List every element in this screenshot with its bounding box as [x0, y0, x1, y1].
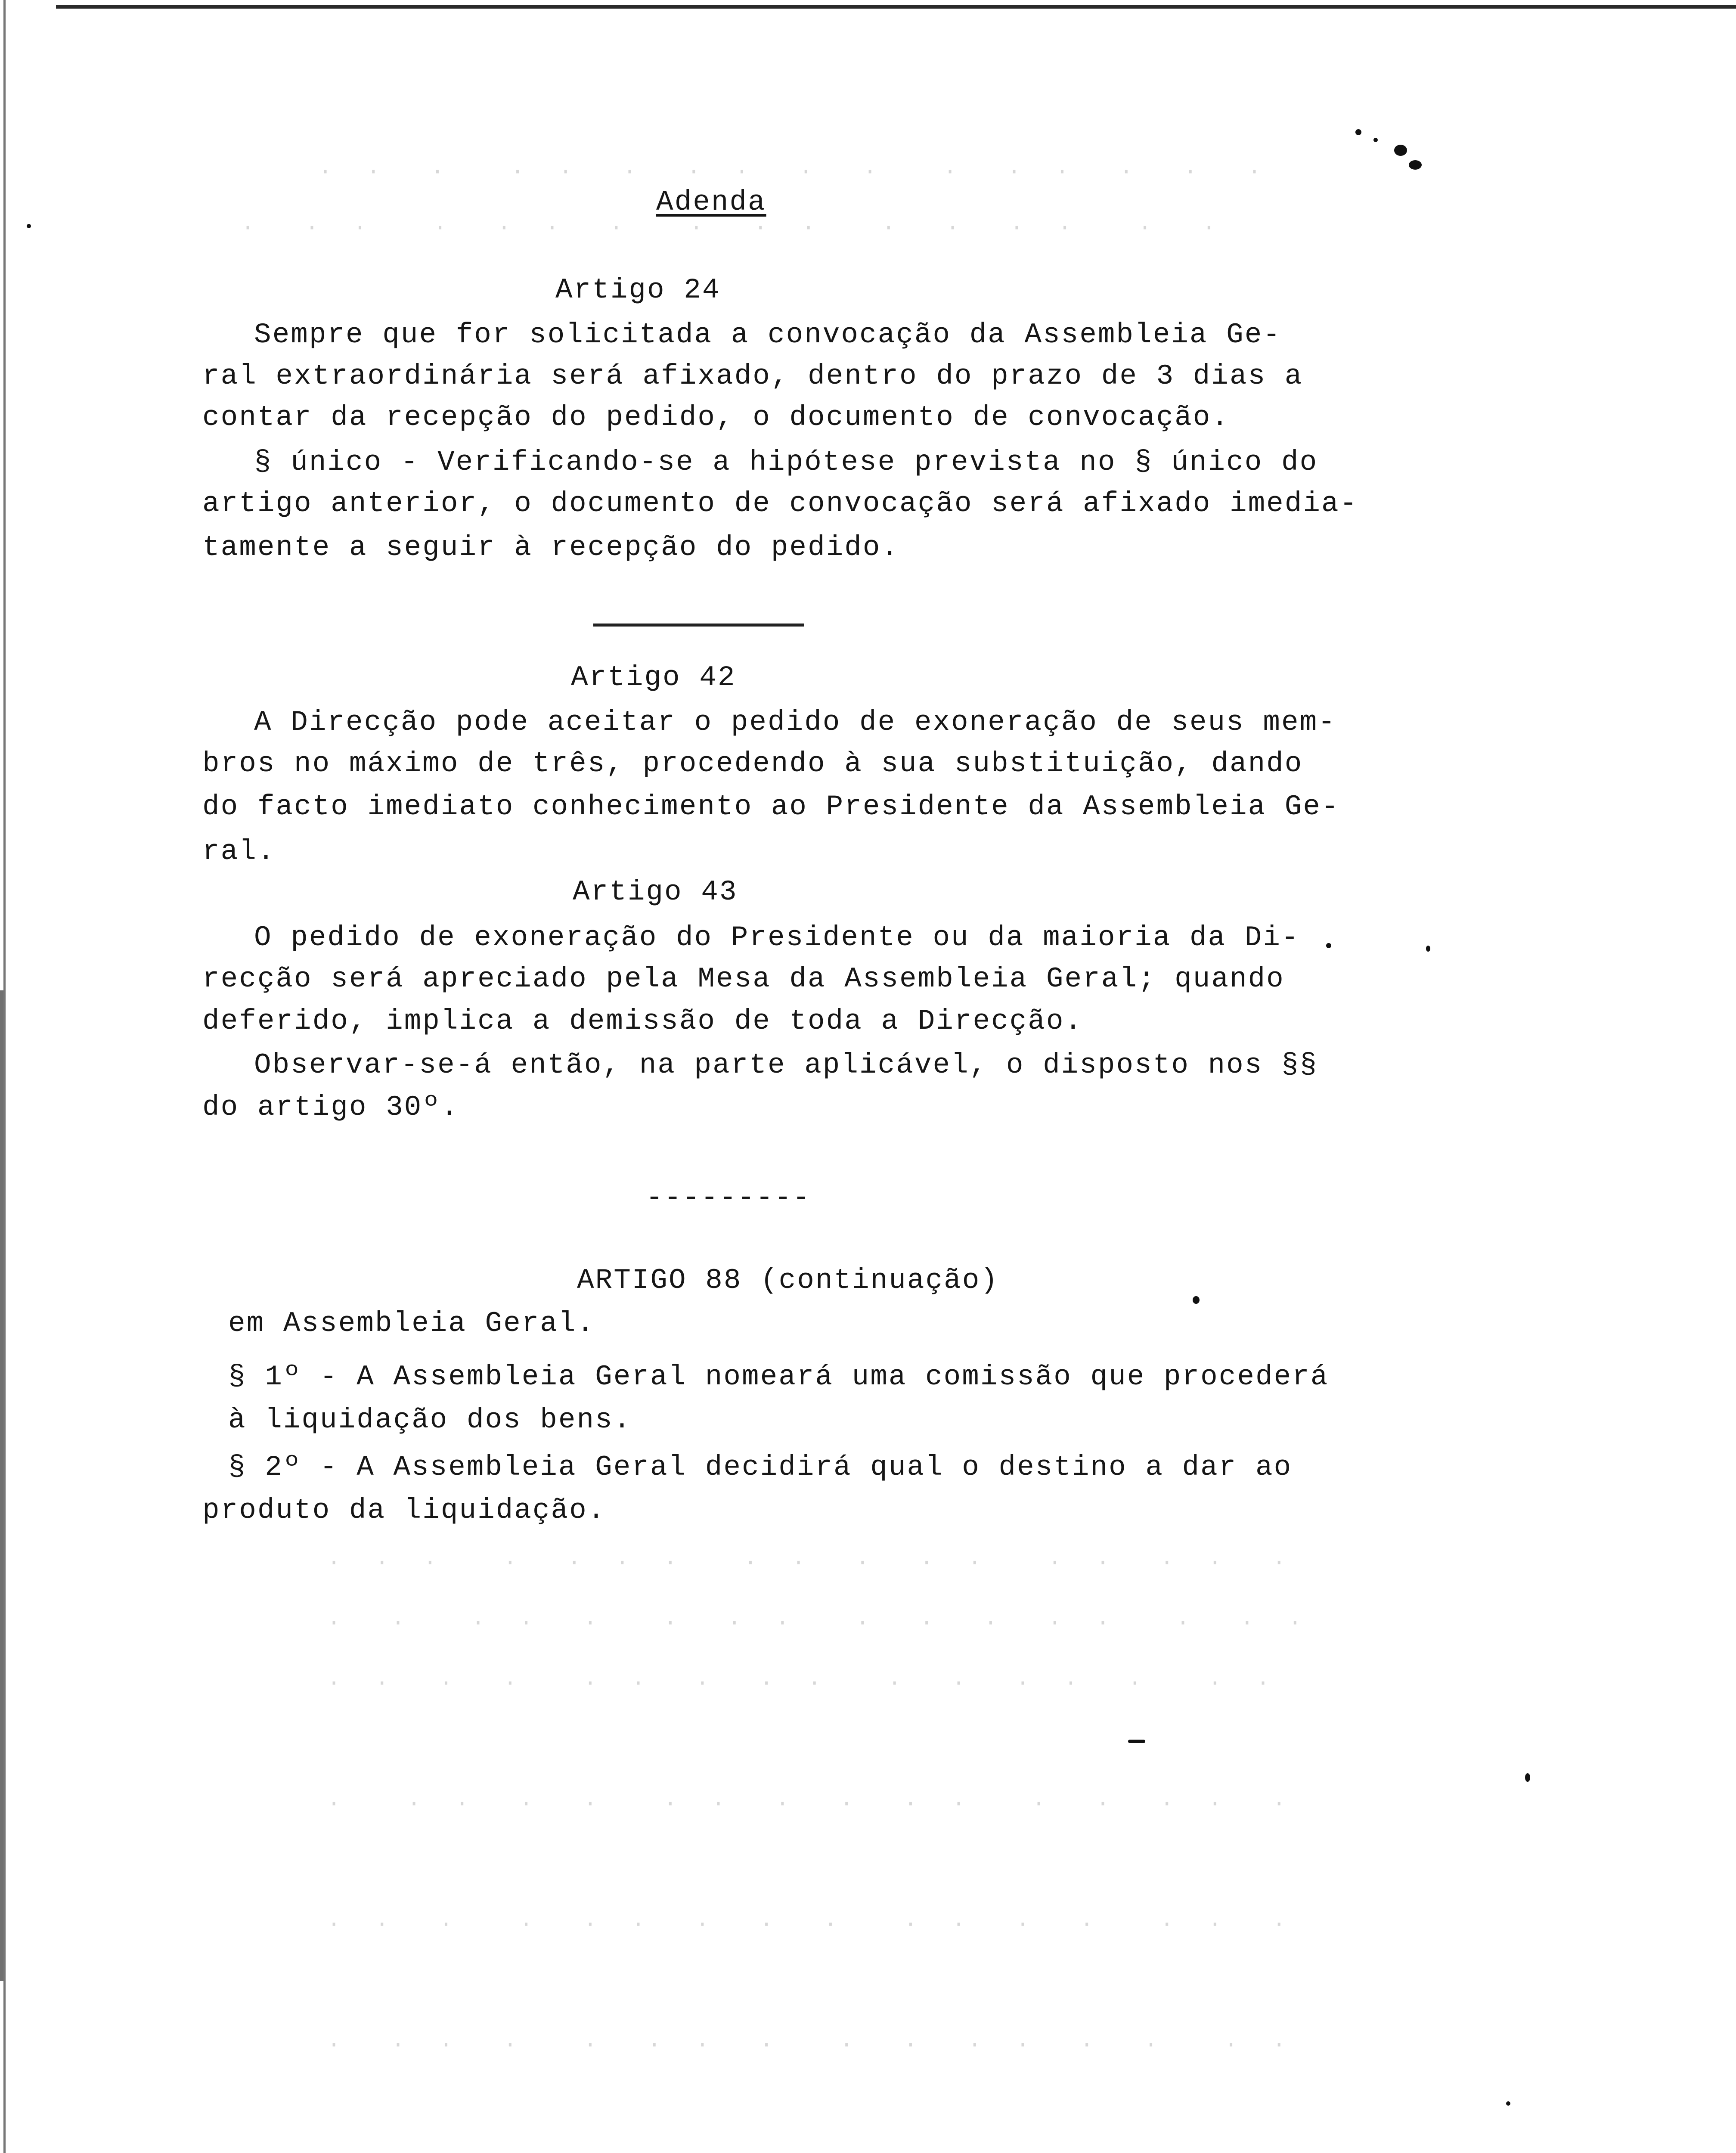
bleed-through-text: · · · · · · · · · · · · · · · · — [241, 215, 1218, 241]
scan-speck — [1373, 138, 1378, 142]
paragraph-line: tamente a seguir à recepção do pedido. — [202, 531, 900, 564]
paragraph-line: contar da recepção do pedido, o documento de convocação. — [202, 401, 1230, 434]
bleed-through-text: · · · · · · · · · · · · · · · · — [327, 2032, 1289, 2058]
dashed-separator: --------- — [646, 1182, 811, 1214]
scan-speck — [1426, 946, 1430, 952]
document-heading: Adenda — [656, 186, 766, 218]
scan-left-binding-shadow — [0, 990, 3, 1981]
paragraph-line: § único - Verificando-se a hipótese prevista no § único do — [254, 446, 1318, 478]
bleed-through-text: · · · · · · · · · · · · · · · · — [327, 1671, 1273, 1696]
scan-speck — [1128, 1740, 1145, 1743]
paragraph-line: à liquidação dos bens. — [228, 1404, 632, 1436]
scan-speck — [1525, 1773, 1530, 1782]
paragraph-line: bros no máximo de três, procedendo à sua substituição, dando — [202, 748, 1303, 780]
scan-speck — [1506, 2101, 1510, 2106]
bleed-through-text: · · · · · · · · · · · · · · · · — [319, 159, 1264, 185]
scan-speck — [27, 224, 31, 228]
scan-speck — [1326, 943, 1331, 948]
paragraph-line: A Direcção pode aceitar o pedido de exoneração de seus mem- — [254, 706, 1336, 738]
paragraph-line: artigo anterior, o documento de convocação será afixado imedia- — [202, 487, 1358, 520]
paragraph-line: do artigo 30º. — [202, 1091, 459, 1123]
paragraph-line: produto da liquidação. — [202, 1494, 606, 1526]
paragraph-line: Sempre que for solicitada a convocação da Assembleia Ge- — [254, 319, 1281, 351]
section-title: ARTIGO 88 (continuação) — [577, 1264, 999, 1297]
section-divider — [593, 624, 804, 627]
bleed-through-text: · · · · · · · · · · · · · · · · — [327, 1912, 1289, 1937]
paragraph-line: § 2º - A Assembleia Geral decidirá qual o destino a dar ao — [228, 1451, 1293, 1483]
bleed-through-text: · · · · · · · · · · · · · · · · · — [327, 1550, 1289, 1576]
scan-speck — [1409, 160, 1422, 170]
scan-top-edge — [56, 5, 1736, 9]
paragraph-line: recção será apreciado pela Mesa da Assembleia Geral; quando — [202, 963, 1285, 995]
scan-speck — [1193, 1296, 1200, 1304]
scan-left-edge — [3, 0, 6, 2153]
paragraph-line: em Assembleia Geral. — [228, 1307, 595, 1340]
scan-speck — [1394, 145, 1407, 156]
bleed-through-text: · · · · · · · · · · · · · · · · — [327, 1791, 1289, 1817]
section-title: Artigo 42 — [571, 661, 736, 694]
paragraph-line: ral. — [202, 835, 276, 868]
paragraph-line: deferido, implica a demissão de toda a Direcção. — [202, 1005, 1083, 1037]
paragraph-line: § 1º - A Assembleia Geral nomeará uma comissão que procederá — [228, 1361, 1329, 1393]
paragraph-line: do facto imediato conhecimento ao Presidente da Assembleia Ge- — [202, 791, 1340, 823]
section-title: Artigo 43 — [573, 876, 738, 908]
section-title: Artigo 24 — [555, 274, 721, 306]
scan-speck — [1355, 129, 1361, 135]
paragraph-line: Observar-se-á então, na parte aplicável, o disposto nos §§ — [254, 1049, 1318, 1081]
paragraph-line: ral extraordinária será afixado, dentro do prazo de 3 dias a — [202, 360, 1303, 392]
paragraph-line: O pedido de exoneração do Presidente ou da maioria da Di- — [254, 921, 1300, 954]
bleed-through-text: · · · · · · · · · · · · · · · · — [327, 1610, 1305, 1636]
